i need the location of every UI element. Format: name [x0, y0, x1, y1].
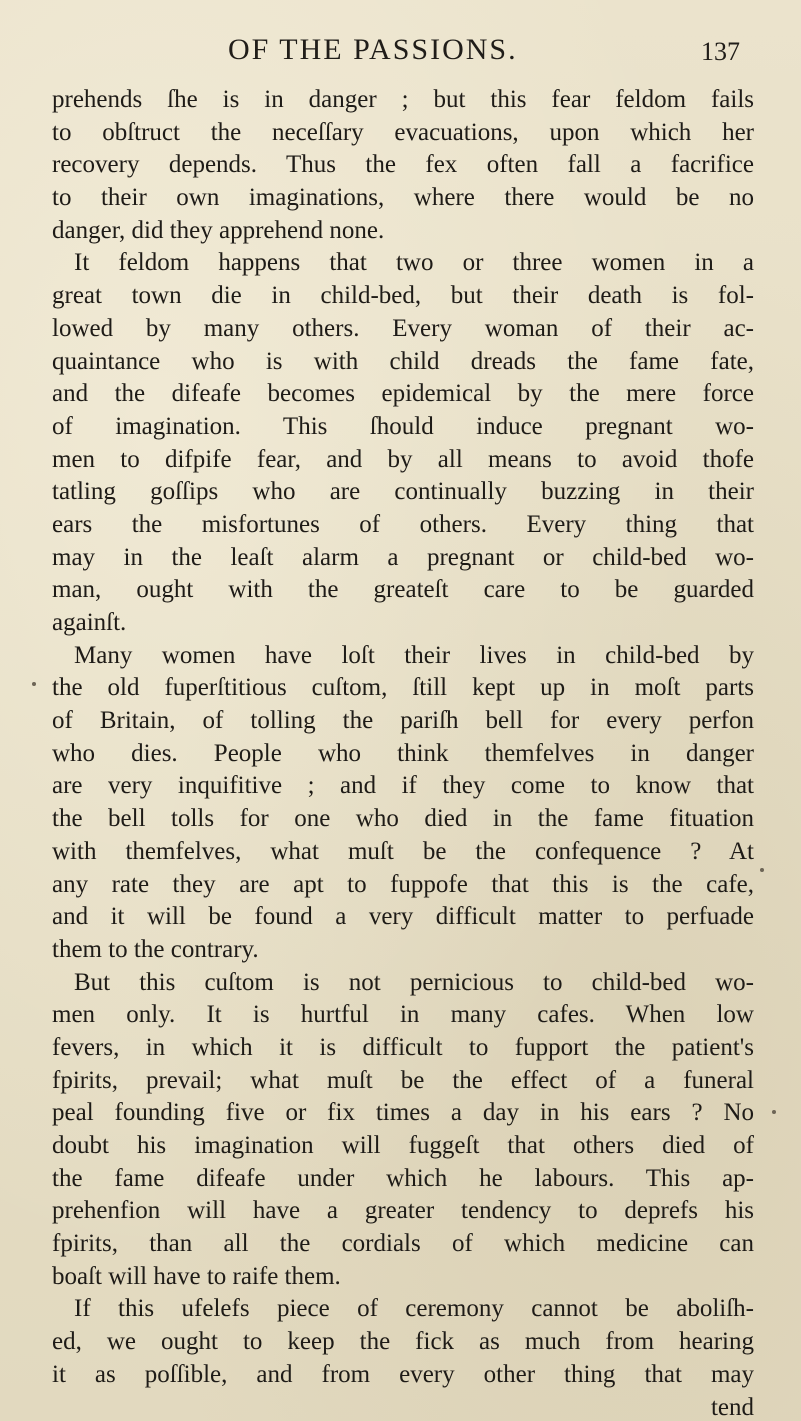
- text-line: who dies. People who think themfelves in danger: [52, 739, 754, 767]
- text-line: fpirits, than all the cordials of which medicine can: [52, 1230, 754, 1258]
- margin-speck: [772, 1110, 776, 1114]
- text-line: the old fuperſtitious cuſtom, ſtill kept up in moſt parts: [52, 674, 754, 702]
- text-line: of imagination. This ſhould induce pregnant wo-: [52, 412, 754, 440]
- text-line: to their own imaginations, where there would be no: [52, 184, 754, 212]
- text-line: ed, we ought to keep the fick as much from hearing: [52, 1328, 754, 1356]
- catchword: tend: [710, 1393, 754, 1421]
- text-line: prehends ſhe is in danger ; but this fear feldom fails: [52, 86, 754, 113]
- text-line: are very inquifitive ; and if they come to know that: [52, 772, 754, 800]
- paragraph-start-line: Many women have loſt their lives in child-bed by: [74, 641, 754, 669]
- text-line: it as poſſible, and from every other thing that may: [52, 1360, 754, 1388]
- text-line: and it will be found a very difficult matter to perfuade: [52, 903, 754, 931]
- text-line: fpirits, prevail; what muſt be the effect of a funeral: [52, 1066, 754, 1094]
- paragraph-start-line: It feldom happens that two or three women in a: [74, 249, 754, 277]
- text-line: men only. It is hurtful in many cafes. When low: [52, 1001, 754, 1029]
- text-line: againſt.: [52, 609, 127, 636]
- text-line: any rate they are apt to fuppofe that this is the cafe,: [52, 870, 754, 898]
- text-line: with themfelves, what muſt be the confequence ? At: [52, 837, 754, 865]
- text-line: may in the leaſt alarm a pregnant or child-bed wo-: [52, 543, 754, 571]
- text-line: danger, did they apprehend none.: [52, 216, 385, 244]
- text-line: men to difpife fear, and by all means to avoid thofe: [52, 445, 754, 473]
- text-line: tatling goſſips who are continually buzzing in their: [52, 478, 754, 506]
- paragraph-start-line: If this ufelefs piece of ceremony cannot be aboliſh-: [74, 1295, 754, 1323]
- text-line: of Britain, of tolling the pariſh bell for every perfon: [52, 707, 754, 735]
- running-head: [180, 33, 740, 73]
- text-line: and the difeafe becomes epidemical by the mere force: [52, 380, 754, 408]
- text-line: great town die in child-bed, but their death is fol-: [52, 282, 754, 310]
- text-line: ears the misfortunes of others. Every thing that: [52, 510, 754, 538]
- page-number: 137: [701, 37, 740, 66]
- text-line: fevers, in which it is difficult to fupport the patient's: [52, 1033, 754, 1061]
- text-line: man, ought with the greateſt care to be guarded: [52, 576, 754, 604]
- text-line: the fame difeafe under which he labours. This ap-: [52, 1164, 754, 1192]
- margin-speck: [760, 868, 764, 872]
- text-line: prehenfion will have a greater tendency to deprefs his: [52, 1197, 754, 1225]
- text-line: recovery depends. Thus the fex often fall a facrifice: [52, 151, 754, 179]
- text-line: them to the contrary.: [52, 935, 259, 963]
- body-text: [52, 84, 754, 1421]
- text-line: the bell tolls for one who died in the fame fituation: [52, 805, 754, 833]
- text-line: lowed by many others. Every woman of their ac-: [52, 314, 754, 342]
- text-line: peal founding five or fix times a day in his ears ? No: [52, 1099, 754, 1127]
- text-line: quaintance who is with child dreads the fame fate,: [52, 347, 754, 375]
- running-title: OF THE PASSIONS.: [228, 33, 518, 66]
- margin-speck: [32, 682, 36, 686]
- paragraph-start-line: But this cuſtom is not pernicious to child-bed wo-: [74, 968, 754, 996]
- text-line: boaſt will have to raife them.: [52, 1262, 341, 1290]
- text-line: to obſtruct the neceſſary evacuations, upon which her: [52, 118, 754, 146]
- text-line: doubt his imagination will fuggeſt that others died of: [52, 1132, 754, 1159]
